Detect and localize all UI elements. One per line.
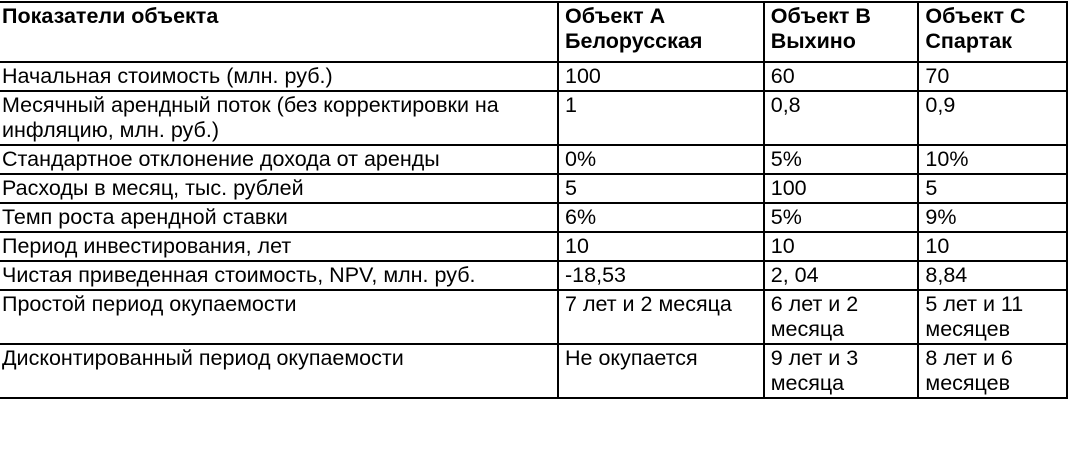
cell-object-b: 10 — [764, 232, 919, 261]
cell-object-a: 100 — [558, 62, 764, 91]
cell-object-b: 2, 04 — [764, 261, 919, 290]
cell-object-b: 0,8 — [764, 91, 919, 145]
cell-object-c: 10 — [918, 232, 1067, 261]
cell-object-a: 0% — [558, 145, 764, 174]
table-row — [0, 174, 1067, 203]
cell-object-c: 5 — [918, 174, 1067, 203]
cell-object-a: Не окупается — [558, 344, 764, 398]
cell-object-a: 10 — [558, 232, 764, 261]
header-object-a: Объект А Белорусская — [558, 2, 764, 62]
cell-object-a: 6% — [558, 203, 764, 232]
table-row — [0, 91, 1067, 145]
cell-object-c: 5 лет и 11 месяцев — [918, 290, 1067, 344]
comparison-table-container — [0, 1, 1068, 399]
table-row — [0, 290, 1067, 344]
header-row — [0, 2, 1067, 62]
cell-object-b: 5% — [764, 203, 919, 232]
row-label: Начальная стоимость (млн. руб.) — [0, 62, 558, 91]
cell-object-a: -18,53 — [558, 261, 764, 290]
row-label: Месячный арендный поток (без корректировки на инфляцию, млн. руб.) — [0, 91, 558, 145]
cell-object-b: 9 лет и 3 месяца — [764, 344, 919, 398]
cell-object-b: 60 — [764, 62, 919, 91]
cell-object-b: 5% — [764, 145, 919, 174]
row-label: Темп роста арендной ставки — [0, 203, 558, 232]
cell-object-a: 5 — [558, 174, 764, 203]
row-label: Период инвестирования, лет — [0, 232, 558, 261]
row-label: Чистая приведенная стоимость, NPV, млн. руб. — [0, 261, 558, 290]
cell-object-a: 1 — [558, 91, 764, 145]
cell-object-c: 0,9 — [918, 91, 1067, 145]
cell-object-a: 7 лет и 2 месяца — [558, 290, 764, 344]
table-row — [0, 344, 1067, 398]
cell-object-c: 9% — [918, 203, 1067, 232]
table-row — [0, 62, 1067, 91]
cell-object-b: 6 лет и 2 месяца — [764, 290, 919, 344]
header-object-b: Объект В Выхино — [764, 2, 919, 62]
table-row — [0, 232, 1067, 261]
row-label: Расходы в месяц, тыс. рублей — [0, 174, 558, 203]
cell-object-b: 100 — [764, 174, 919, 203]
table-row — [0, 145, 1067, 174]
row-label: Дисконтированный период окупаемости — [0, 344, 558, 398]
cell-object-c: 10% — [918, 145, 1067, 174]
cell-object-c: 70 — [918, 62, 1067, 91]
row-label: Стандартное отклонение дохода от аренды — [0, 145, 558, 174]
row-label: Простой период окупаемости — [0, 290, 558, 344]
cell-object-c: 8,84 — [918, 261, 1067, 290]
table-row — [0, 261, 1067, 290]
cell-object-c: 8 лет и 6 месяцев — [918, 344, 1067, 398]
object-comparison-table — [0, 1, 1068, 399]
table-row — [0, 203, 1067, 232]
header-object-c: Объект С Спартак — [918, 2, 1067, 62]
header-indicators: Показатели объекта — [0, 2, 558, 62]
